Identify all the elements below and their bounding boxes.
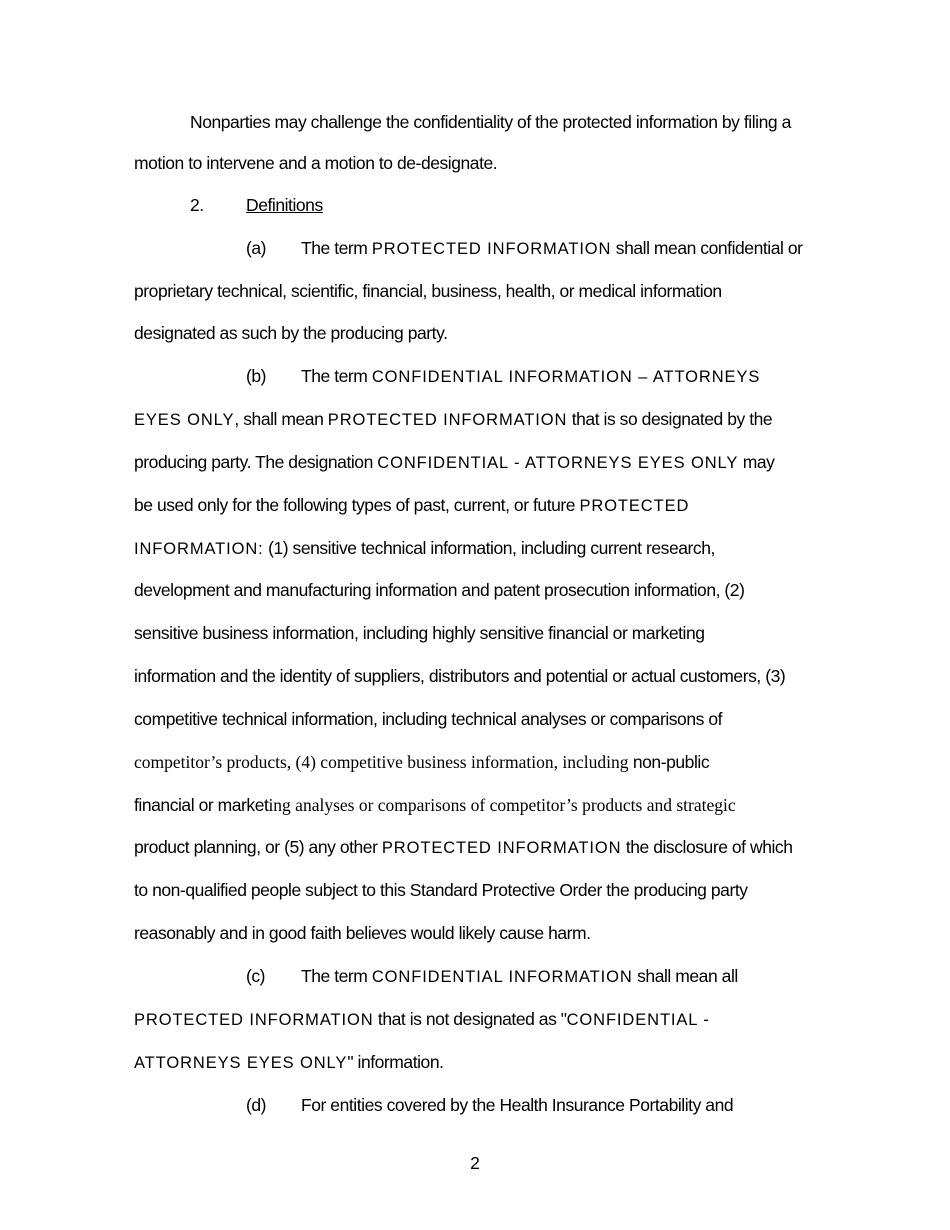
def-a-line-1: The term PROTECTED INFORMATION shall mean confidential or	[301, 238, 803, 258]
para1-line-1: Nonparties may challenge the confidentiality of the protected information by filing a	[190, 112, 791, 132]
def-d-label: (d)	[246, 1095, 267, 1115]
def-b-line-1: The term CONFIDENTIAL INFORMATION – ATTORNEYS	[301, 366, 761, 386]
def-c-line-3: ATTORNEYS EYES ONLY" information.	[134, 1052, 444, 1072]
def-a-line-2: proprietary technical, scientific, financial, business, health, or medical information	[134, 281, 722, 301]
def-b-line-7: sensitive business information, including highly sensitive financial or marketing	[134, 623, 705, 643]
def-b-line-9: competitive technical information, including technical analyses or comparisons of	[134, 709, 723, 729]
para1-line-2: motion to intervene and a motion to de-designate.	[134, 153, 498, 173]
def-b-line-4: be used only for the following types of past, current, or future PROTECTED	[134, 495, 690, 515]
def-d-line-1: For entities covered by the Health Insurance Portability and	[301, 1095, 734, 1115]
def-b-line-13: to non-qualified people subject to this Standard Protective Order the producing party	[134, 880, 748, 900]
def-a-line-3: designated as such by the producing party.	[134, 323, 448, 343]
def-b-line-14: reasonably and in good faith believes would likely cause harm.	[134, 923, 591, 943]
def-b-line-2: EYES ONLY, shall mean PROTECTED INFORMATION that is so designated by the	[134, 409, 773, 429]
def-b-line-12: product planning, or (5) any other PROTECTED INFORMATION the disclosure of which	[134, 837, 793, 857]
def-c-label: (c)	[246, 966, 266, 986]
def-b-line-8: information and the identity of suppliers, distributors and potential or actual customers, (3)	[134, 666, 786, 686]
def-b-line-11: financial or marketing analyses or comparisons of competitor’s products and strategic	[134, 795, 736, 815]
section-2-number: 2.	[190, 195, 204, 215]
def-b-line-10: competitor’s products, (4) competitive business information, including non-public	[134, 752, 710, 772]
def-a-label: (a)	[246, 238, 267, 258]
def-b-line-5: INFORMATION: (1) sensitive technical information, including current research,	[134, 538, 715, 558]
def-b-line-3: producing party. The designation CONFIDENTIAL - ATTORNEYS EYES ONLY may	[134, 452, 775, 472]
def-c-line-2: PROTECTED INFORMATION that is not designated as "CONFIDENTIAL -	[134, 1009, 710, 1029]
def-b-label: (b)	[246, 366, 267, 386]
def-c-line-1: The term CONFIDENTIAL INFORMATION shall mean all	[301, 966, 738, 986]
section-2-heading: Definitions	[246, 195, 323, 215]
def-b-line-6: development and manufacturing information and patent prosecution information, (2)	[134, 580, 745, 600]
page-number: 2	[470, 1153, 480, 1173]
